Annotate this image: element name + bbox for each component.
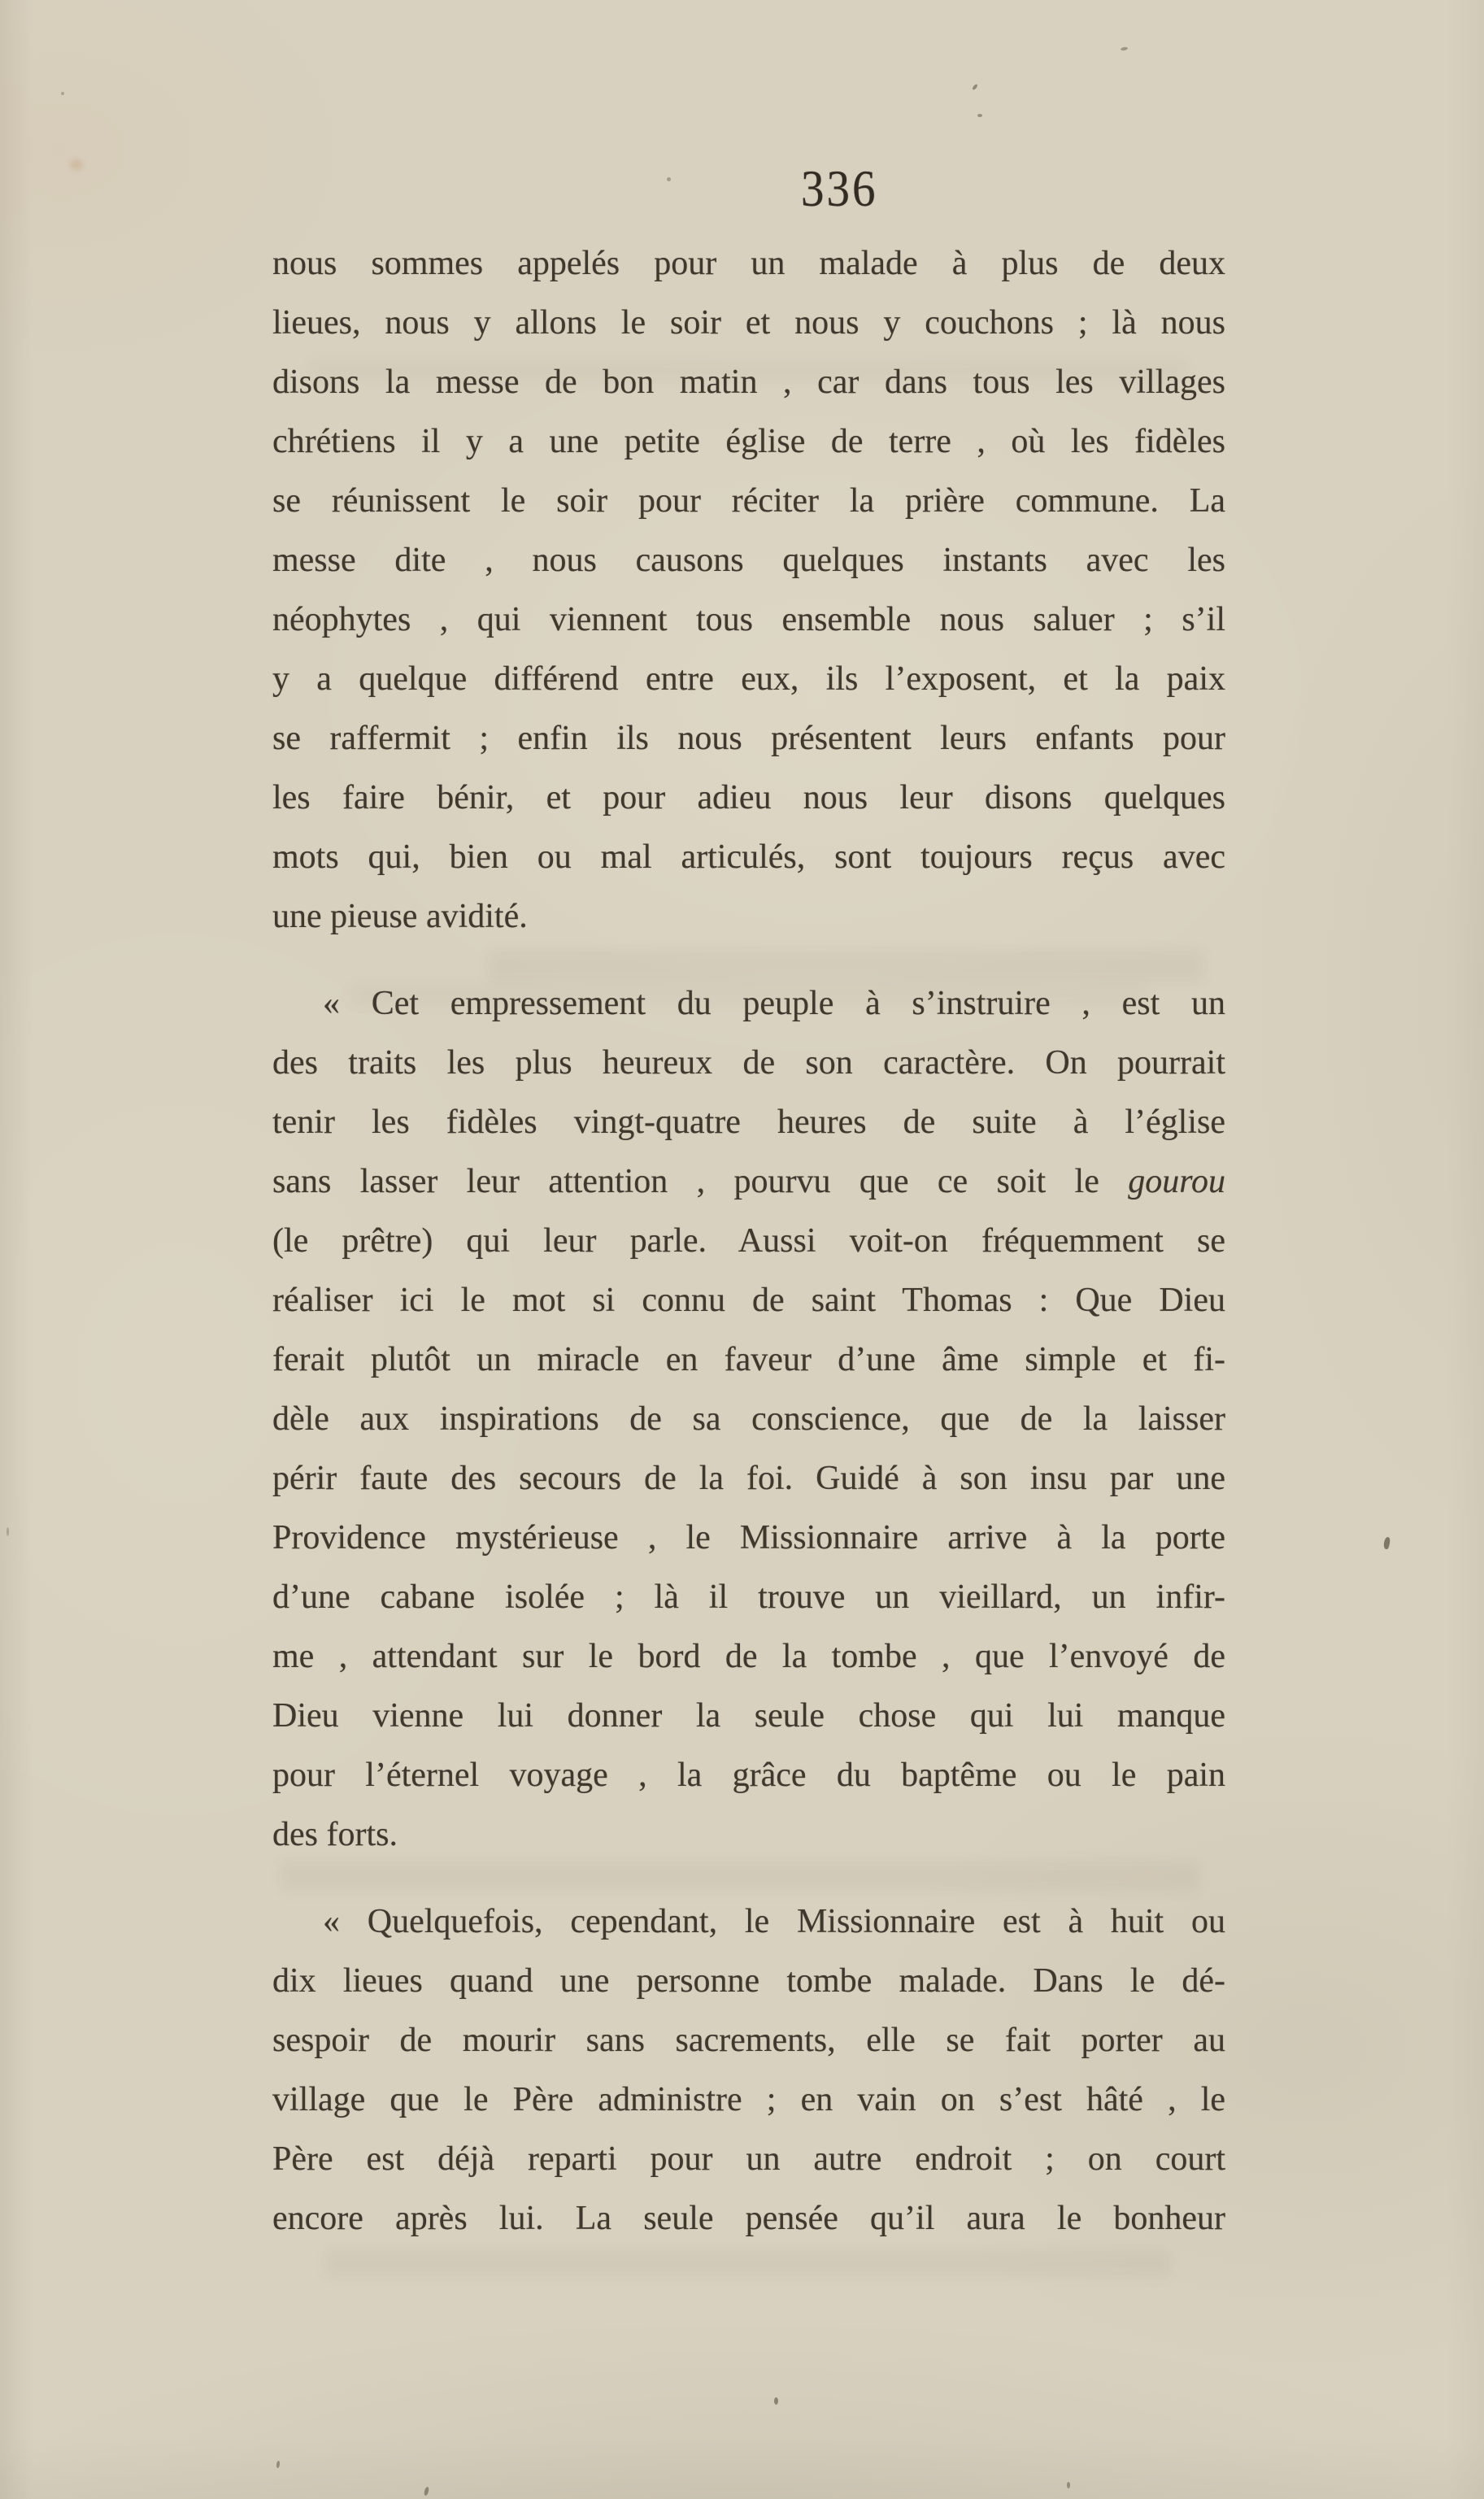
text-line (272, 412, 1225, 472)
text-segment: des forts. (272, 1816, 398, 1853)
ink-speck (61, 92, 64, 95)
text-line (272, 1390, 1225, 1449)
text-segment: village que le Père administre ; en vain on s’est hâté , le (272, 2081, 1225, 2118)
page-number: 336 (801, 160, 878, 218)
text-segment: encore après lui. La seule pensée qu’il aura le bonheur (272, 2200, 1225, 2237)
text-line (272, 2011, 1225, 2070)
text-segment: sespoir de mourir sans sacrements, elle se fait porter au (272, 2022, 1225, 2059)
text-line (272, 828, 1225, 887)
text-segment: (le prêtre) qui leur parle. Aussi voit-on fréquemment se (272, 1222, 1225, 1260)
bleedthrough-ghost (488, 950, 1203, 982)
bleedthrough-ghost (350, 984, 1147, 1005)
text-segment: des traits les plus heureux de son caractère. On pourrait (272, 1044, 1225, 1082)
text-line (272, 1449, 1225, 1509)
bleedthrough-ghost (325, 2249, 1171, 2277)
ink-speck (1121, 46, 1129, 51)
text-segment: chrétiens il y a une petite église de terre , où les fidèles (272, 423, 1225, 460)
text-segment: « Cet empressement du peuple à s’instruire , est un (323, 985, 1225, 1022)
text-segment: messe dite , nous causons quelques instants avec les (272, 542, 1225, 579)
text-line (272, 2070, 1225, 2130)
ink-speck (667, 177, 671, 181)
text-line (272, 1952, 1225, 2011)
text-line (272, 650, 1225, 709)
text-segment: périr faute des secours de la foi. Guidé à son insu par une (272, 1460, 1225, 1497)
text-segment: me , attendant sur le bord de la tombe , que l’envoyé de (272, 1638, 1225, 1675)
text-segment: les faire bénir, et pour adieu nous leur disons quelques (272, 779, 1225, 816)
text-line (272, 768, 1225, 828)
text-line (272, 1892, 1225, 1952)
text-line (272, 1627, 1225, 1687)
text-segment: Père est déjà reparti pour un autre endroit ; on court (272, 2140, 1225, 2178)
text-segment: mots qui, bien ou mal articulés, sont toujours reçus avec (272, 838, 1225, 876)
text-line (272, 590, 1225, 650)
text-line (272, 1805, 1225, 1865)
bleedthrough-ghost (281, 1861, 1199, 1892)
text-line (272, 531, 1225, 590)
text-line (272, 2130, 1225, 2189)
ink-speck (1067, 2482, 1070, 2488)
text-line (272, 1152, 1225, 1212)
text-segment: se raffermit ; enfin ils nous présentent leurs enfants pour (272, 720, 1225, 757)
text-segment: tenir les fidèles vingt-quatre heures de suite à l’église (272, 1104, 1225, 1141)
paragraph (272, 974, 1225, 1865)
text-segment: Providence mystérieuse , le Missionnaire arrive à la porte (272, 1519, 1225, 1556)
text-line (272, 2189, 1225, 2249)
text-segment: nous sommes appelés pour un malade à plus de deux (272, 245, 1225, 282)
text-segment: dèle aux inspirations de sa conscience, que de la laisser (272, 1400, 1225, 1438)
text-block (272, 234, 1225, 2249)
text-line (272, 1034, 1225, 1093)
text-line (272, 1509, 1225, 1568)
text-line (272, 1568, 1225, 1627)
text-segment: se réunissent le soir pour réciter la prière commune. La (272, 482, 1225, 520)
ink-speck (774, 2397, 778, 2405)
text-line (272, 887, 1225, 947)
text-line (272, 234, 1225, 294)
ink-speck (1383, 1536, 1391, 1549)
text-line (272, 709, 1225, 768)
text-segment: d’une cabane isolée ; là il trouve un vieillard, un infir- (272, 1578, 1225, 1616)
text-line (272, 1212, 1225, 1271)
bleedthrough-ghost (309, 359, 1187, 382)
text-segment: ferait plutôt un miracle en faveur d’une âme simple et fi- (272, 1341, 1225, 1378)
text-segment: Dieu vienne lui donner la seule chose qui lui manque (272, 1697, 1225, 1735)
text-segment: disons la messe de bon matin , car dans tous les villages (272, 364, 1225, 401)
text-line (272, 472, 1225, 531)
text-line (272, 1687, 1225, 1746)
ink-speck (276, 2461, 280, 2468)
text-line (272, 1746, 1225, 1805)
text-line (272, 1271, 1225, 1330)
text-line (272, 1093, 1225, 1152)
ink-speck (424, 2487, 430, 2497)
ink-speck (7, 1527, 9, 1536)
italic-word: gourou (1128, 1163, 1225, 1200)
text-segment: pour l’éternel voyage , la grâce du baptême ou le pain (272, 1757, 1225, 1794)
text-segment: une pieuse avidité. (272, 898, 528, 935)
text-segment: réaliser ici le mot si connu de saint Thomas : Que Dieu (272, 1282, 1225, 1319)
ink-speck (972, 84, 978, 91)
text-segment: lieues, nous y allons le soir et nous y couchons ; là nous (272, 304, 1225, 342)
paragraph (272, 234, 1225, 947)
ink-speck (977, 114, 982, 117)
paragraph (272, 1892, 1225, 2249)
text-segment: « Quelquefois, cependant, le Missionnaire est à huit ou (323, 1903, 1225, 1940)
text-segment: néophytes , qui viennent tous ensemble nous saluer ; s’il (272, 601, 1225, 638)
text-segment: y a quelque différend entre eux, ils l’exposent, et la paix (272, 660, 1225, 698)
text-segment: dix lieues quand une personne tombe malade. Dans le dé- (272, 1962, 1225, 2000)
text-line (272, 294, 1225, 353)
text-segment: sans lasser leur attention , pourvu que ce soit le (272, 1163, 1129, 1200)
text-line (272, 1330, 1225, 1390)
paper-stain (70, 159, 83, 170)
